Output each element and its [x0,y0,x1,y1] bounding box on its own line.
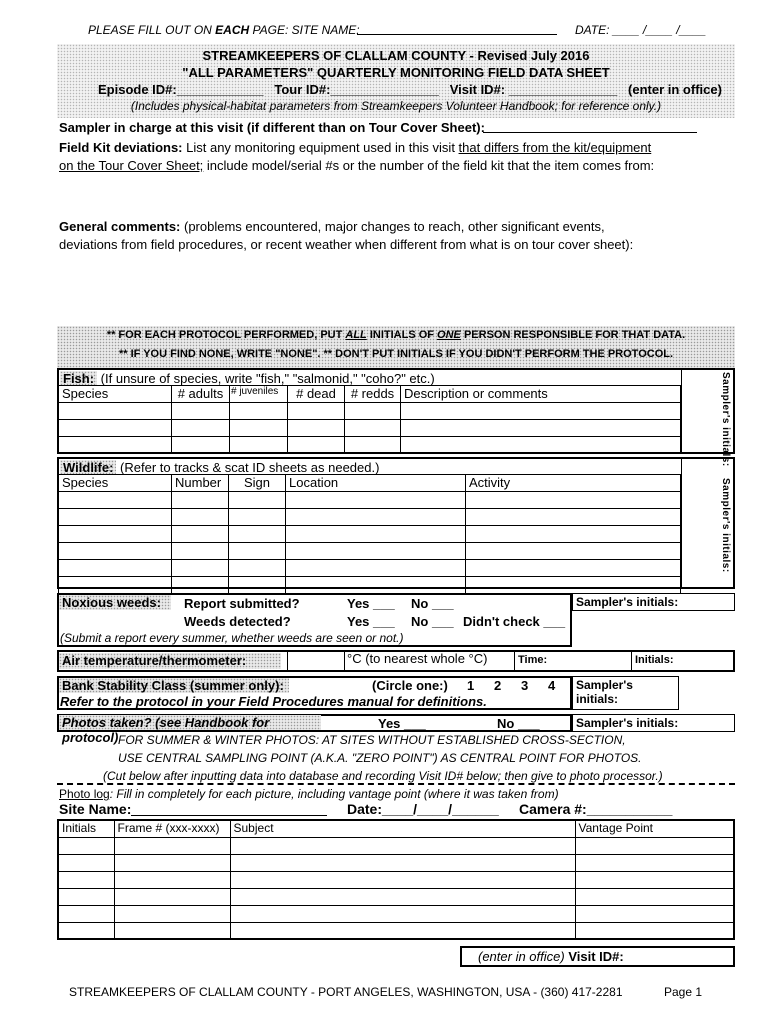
header-line4: (Includes physical-habitat parameters from Streamkeepers Volunteer Handbook; for reference only.) [130,99,662,113]
photos-title: Photos taken? (see Handbook for protocol) [59,715,321,730]
wildlife-header-row [59,475,681,492]
photo-col-frame [114,820,230,837]
photo-log-note: : Fill in completely for each picture, including vantage point (where it was taken from) [109,787,559,801]
footer-page: Page 1 [664,985,703,999]
table-row[interactable] [58,905,734,922]
photo-col-subject: Subject [230,820,575,837]
air-temp-field[interactable] [287,650,342,672]
top-line-site-label: PAGE: SITE NAME: [249,23,360,37]
wildlife-title: Wildlife: [60,460,116,475]
header-line3 [98,82,722,97]
photos-yes[interactable]: Yes ___ [378,716,426,731]
cut-line [57,783,735,785]
sampler-in-charge-field[interactable] [483,132,697,133]
fish-col-adults: # adults [172,386,230,403]
table-row[interactable] [58,871,734,888]
bank-initials[interactable]: Sampler's initials: [572,676,679,710]
table-row[interactable] [59,437,681,454]
table-row[interactable] [59,526,681,543]
field-kit-text1: List any monitoring equipment used in this visit [182,140,459,155]
comments-text1: (problems encountered, major changes to reach, other significant events, [180,219,605,234]
table-row[interactable] [59,543,681,560]
table-row[interactable] [59,577,681,594]
photo-camera-field[interactable]: Camera #:___________ [519,801,673,817]
weeds-title: Noxious weeds: [59,595,171,610]
weeds-detected-yes[interactable]: Yes ___ [347,614,395,629]
comments-label: General comments: [59,219,181,234]
table-row[interactable] [58,922,734,939]
photos-no[interactable]: No ___ [497,716,540,731]
visit-id-field[interactable]: Visit ID#: _______________ [449,82,618,97]
bank-title: Bank Stability Class (summer only): [59,678,289,693]
fish-col-juveniles: # juveniles [230,386,288,403]
photo-log-line [59,787,559,801]
fish-col-description: Description or comments [401,386,681,403]
field-kit-line1 [59,140,651,155]
weeds-report-label: Report submitted? [184,596,300,611]
photo-visit-box[interactable] [460,946,735,967]
air-unit: °C (to nearest whole °C) [344,651,514,672]
table-row[interactable] [58,837,734,854]
bank-option-1[interactable]: 1 [467,678,475,693]
episode-id-field[interactable]: Episode ID#:____________ [98,82,264,97]
air-time[interactable]: Time: [514,650,631,672]
fish-col-redds: # redds [345,386,401,403]
fish-title-row [60,371,435,386]
photo-log-table [57,819,735,940]
weeds-report-no[interactable]: No ___ [411,596,454,611]
banner-line1-a: ** FOR EACH PROTOCOL PERFORMED, PUT [106,329,346,341]
field-kit-link1: that differs from the kit/equipment [458,140,652,155]
photo-date-field[interactable]: Date:____/____/______ [347,801,499,817]
weeds-detected-label: Weeds detected? [184,614,291,629]
field-kit-label: Field Kit deviations: [59,140,183,155]
top-line-each: EACH [215,23,250,37]
photo-visit-label: Visit ID#: [568,949,624,964]
weeds-detected-no[interactable]: No ___ [411,614,454,629]
fish-initials-label: Sampler's initials: [720,372,731,467]
fish-header-row [59,386,681,403]
photo-log-label: Photo log [59,787,110,801]
table-row[interactable] [58,888,734,905]
wildlife-note: (Refer to tracks & scat ID sheets as needed.) [116,460,380,475]
wildlife-title-row [60,460,379,475]
field-kit-line2 [59,158,654,173]
comments-text2: deviations from field procedures, or recent weather when different from what is on tour cover sheet): [59,237,634,252]
weeds-note: (Submit a report every summer, whether weeds are seen or not.) [60,631,404,645]
top-line [88,23,360,37]
banner-line1-c: PERSON RESPONSIBLE FOR THAT DATA. [460,329,686,341]
footer-org: STREAMKEEPERS OF CLALLAM COUNTY - PORT ANGELES, WASHINGTON, USA - (360) 417-2281 [69,985,623,999]
banner-line1-b: INITIALS OF [366,329,438,341]
wildlife-col-activity: Activity [466,475,681,492]
fish-col-dead: # dead [288,386,345,403]
banner-one: ONE [437,329,461,341]
comments-line1 [59,219,605,234]
field-kit-link2: on the Tour Cover Sheet; [59,158,204,173]
table-row[interactable] [59,509,681,526]
bank-note: Refer to the protocol in your Field Procedures manual for definitions. [60,694,487,709]
top-line-prefix: PLEASE FILL OUT ON [88,23,216,37]
photo-col-frame-label: Frame # (xxx-xxxx) [117,821,220,835]
header-line1: STREAMKEEPERS OF CLALLAM COUNTY - Revised July 2016 [202,48,590,63]
field-kit-entry-area[interactable] [59,178,735,216]
table-row[interactable] [59,560,681,577]
photos-initials[interactable]: Sampler's initials: [572,714,735,732]
field-kit-text2: include model/serial #s or the number of the field kit that the item comes from: [203,158,655,173]
top-date-label: DATE: [575,23,610,37]
weeds-didnt-check[interactable]: Didn't check ___ [463,614,566,629]
bank-circle-label: (Circle one:) [372,678,448,693]
enter-in-office-note: (enter in office) [628,82,722,97]
site-name-field[interactable] [357,34,557,35]
top-date [575,23,706,37]
wildlife-initials-label: Sampler's initials: [720,478,731,573]
photo-site-label: Site Name: [59,801,132,817]
air-initials[interactable]: Initials: [631,650,735,672]
photo-visit-office: (enter in office) [478,949,565,964]
sampler-in-charge-label: Sampler in charge at this visit (if different than on Tour Cover Sheet): [59,120,485,135]
wildlife-col-location: Location [286,475,466,492]
photo-col-initials: Initials [58,820,114,837]
weeds-report-yes[interactable]: Yes ___ [347,596,395,611]
banner-line2: ** IF YOU FIND NONE, WRITE "NONE". ** DON'T PUT INITIALS IF YOU DIDN'T PERFORM THE PROTOCOL. [118,348,674,360]
bank-option-4[interactable]: 4 [548,678,556,693]
photo-site-field[interactable] [131,815,327,816]
fish-table [58,385,681,454]
photo-col-vantage: Vantage Point [575,820,734,837]
photos-note2: USE CENTRAL SAMPLING POINT (A.K.A. "ZERO POINT") AS CENTRAL POINT FOR PHOTOS. [118,751,642,765]
table-row[interactable] [59,492,681,509]
wildlife-table [58,474,681,594]
air-title: Air temperature/thermometer: [59,653,281,669]
weeds-initials[interactable]: Sampler's initials: [572,593,735,611]
comments-entry-area[interactable] [59,256,735,324]
fish-note: (If unsure of species, write "fish," "salmonid," "coho?" etc.) [97,371,435,386]
photos-note1: FOR SUMMER & WINTER PHOTOS: AT SITES WITHOUT ESTABLISHED CROSS-SECTION, [118,733,626,747]
table-row[interactable] [58,854,734,871]
photo-log-header-row [58,820,734,837]
bank-option-3[interactable]: 3 [521,678,529,693]
table-row[interactable] [59,420,681,437]
table-row[interactable] [59,403,681,420]
wildlife-col-number: Number [172,475,229,492]
wildlife-col-sign: Sign [229,475,286,492]
fish-col-species: Species [59,386,172,403]
banner-line1 [57,329,735,341]
fish-title: Fish: [60,371,97,386]
top-date-field[interactable]: ____ /____ /____ [612,23,707,37]
bank-option-2[interactable]: 2 [494,678,502,693]
header-line2: "ALL PARAMETERS" QUARTERLY MONITORING FIELD DATA SHEET [182,65,610,80]
tour-id-field[interactable]: Tour ID#:_______________ [274,82,439,97]
banner-all: ALL [345,329,367,341]
wildlife-col-species: Species [59,475,172,492]
photos-cut-note: (Cut below after inputting data into database and recording Visit ID# below; then give to photo processor.) [103,769,663,783]
